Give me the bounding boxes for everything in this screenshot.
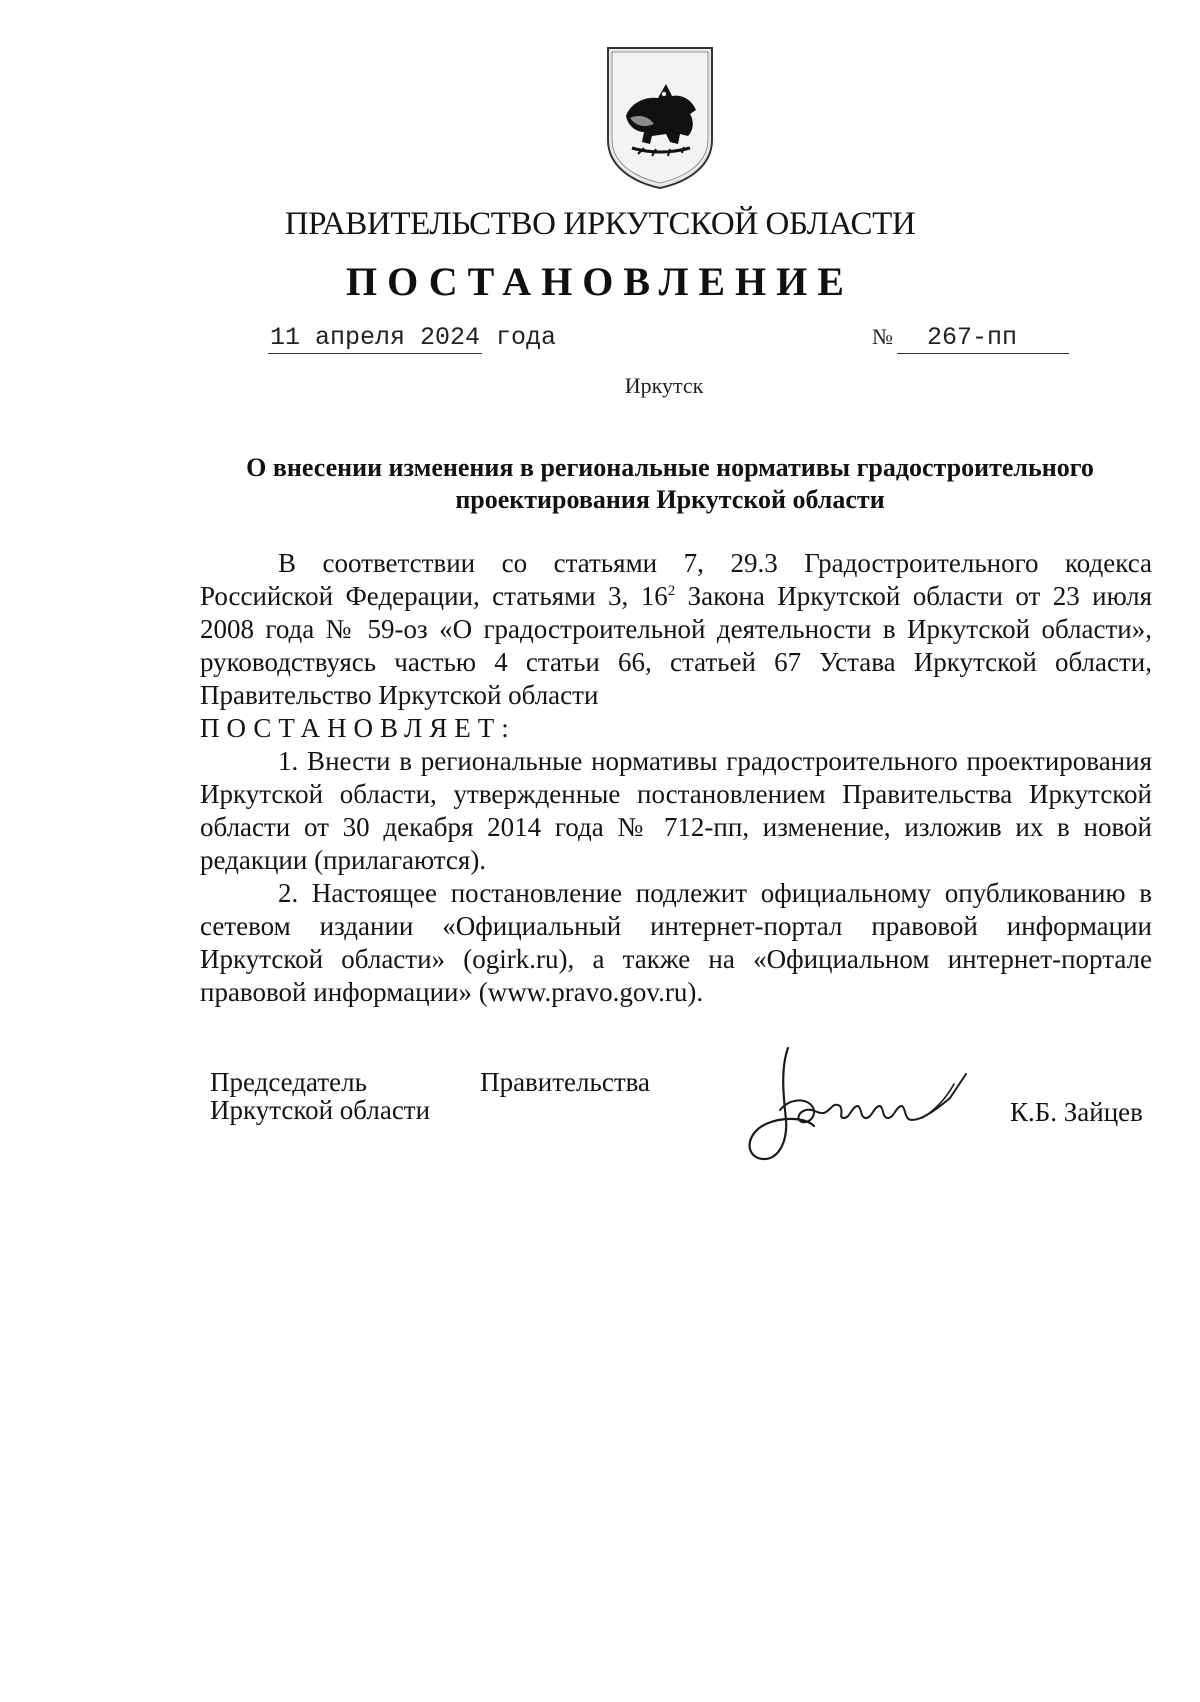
document-number (872, 323, 1069, 354)
coat-of-arms-emblem (604, 44, 716, 190)
superscript: 2 (667, 583, 676, 599)
handwritten-signature (740, 1040, 1000, 1170)
document-type-title: ПОСТАНОВЛЕНИЕ (346, 259, 854, 304)
number-value: 267-пп (897, 323, 1069, 354)
position-line-2: Иркутской области (210, 1095, 431, 1125)
document-city: Иркутск (624, 373, 704, 398)
preamble-paragraph: В соответствии со статьями 7, 29.3 Градостроительного кодекса Российской Федерации, статьями 3, $16^2$ Закона Иркутской области от 23 июля 2008 года № 59-оз «О градостроительной деятельности в Иркутской области», руководствуясь частью 4 статьи 66, статьей 67 Устава Иркутской области, Правительство Иркутской области (200, 548, 1152, 710)
item-1-paragraph: 1. Внести в региональные нормативы градостроительного проектирования Иркутской области, утвержденные постановлением Правительства Иркутской области от 30 декабря 2014 года № 712-пп, изменение, изложив их в новой редакции (прилагаются). (200, 746, 1152, 875)
signer-name: К.Б. Зайцев (1010, 1097, 1143, 1127)
document-date (268, 323, 556, 354)
item-2-paragraph: 2. Настоящее постановление подлежит официальному опубликованию в сетевом издании «Официальный интернет-портал правовой информации Иркутской области» (ogirk.ru), а также на «Официальном интернет-портале правовой информации» (www.pravo.gov.ru). (200, 878, 1152, 1007)
government-name: ПРАВИТЕЛЬСТВО ИРКУТСКОЙ ОБЛАСТИ (284, 206, 916, 242)
document-body (200, 547, 1152, 1009)
position-word-2: Правительства (480, 1067, 650, 1097)
document-subject: О внесении изменения в региональные нормативы градостроительного проектирования Иркутской области (246, 453, 1094, 514)
decree-word: ПОСТАНОВЛЯЕТ: (200, 713, 516, 743)
date-value: 11 апреля 2024 (270, 323, 481, 352)
position-word-1: Председатель (210, 1067, 367, 1097)
number-sign: № (872, 324, 893, 349)
date-suffix: года (496, 323, 557, 352)
signatory-position (210, 1068, 650, 1124)
